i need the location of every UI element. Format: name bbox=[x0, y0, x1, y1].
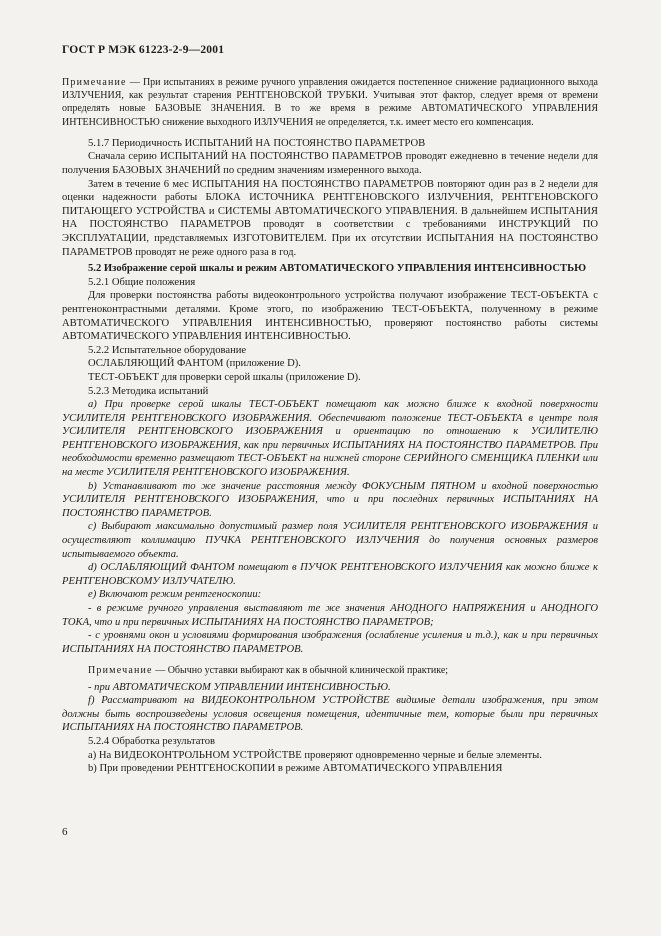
paragraph: 5.2.4 Обработка результатов bbox=[88, 735, 215, 747]
paragraph bbox=[62, 664, 598, 677]
note-text: — Обычно уставки выбирают как в обычной клинической практике; bbox=[152, 665, 449, 677]
paragraph: - при АВТОМАТИЧЕСКОМ УПРАВЛЕНИИ ИНТЕНСИВНОСТЬЮ. bbox=[88, 681, 391, 693]
paragraph: c) Выбирают максимально допустимый размер поля УСИЛИТЕЛЯ РЕНТГЕНОВСКОГО ИЗОБРАЖЕНИЯ и осуществляют коллимацию ПУЧКА РЕНТГЕНОВСКОГО ИЗЛУЧЕНИЯ до получения основных размеров испытываемого объекта. bbox=[62, 521, 598, 560]
note-text: — При испытаниях в режиме ручного управления ожидается постепенное снижение радиационного выхода ИЗЛУЧЕНИЯ, как результат старения РЕНТГЕНОВСКОЙ ТРУБКИ. Учитывая этот фактор, следует время от времени определять новые БАЗОВЫЕ ЗНАЧЕНИЯ. В то же время в режиме АВТОМАТИЧЕСКОГО УПРАВЛЕНИЯ ИНТЕНСИВНОСТЬЮ снижение выходного ИЗЛУЧЕНИЯ не определяется, т.к. имеет место его компенсация. bbox=[62, 77, 598, 128]
paragraph: - в режиме ручного управления выставляют те же значения АНОДНОГО НАПРЯЖЕНИЯ и АНОДНОГО ТОКА, что и при первичных ИСПЫТАНИЯХ НА ПОСТОЯНСТВО ПАРАМЕТРОВ; bbox=[62, 603, 598, 628]
paragraph: - с уровнями окон и условиями формирования изображения (ослабление усиления и т.д.), как и при первичных ИСПЫТАНИЯХ НА ПОСТОЯНСТВО ПАРАМЕТРОВ. bbox=[62, 630, 598, 655]
paragraph: 5.2.2 Испытательное оборудование bbox=[88, 344, 247, 356]
paragraph: Сначала серию ИСПЫТАНИЙ НА ПОСТОЯНСТВО ПАРАМЕТРОВ проводят ежедневно в течение недели для получения БАЗОВЫХ ЗНАЧЕНИЙ по средним значениям измеренного выхода. bbox=[62, 151, 598, 176]
page-number: 6 bbox=[62, 826, 68, 838]
paragraph: d) ОСЛАБЛЯЮЩИЙ ФАНТОМ помещают в ПУЧОК РЕНТГЕНОВСКОГО ИЗЛУЧЕНИЯ как можно ближе к РЕНТГЕНОВСКОМУ ИЗЛУЧАТЕЛЮ. bbox=[62, 562, 598, 587]
paragraph: b) Устанавливают то же значение расстояния между ФОКУСНЫМ ПЯТНОМ и входной поверхностью УСИЛИТЕЛЯ РЕНТГЕНОВСКОГО ИЗОБРАЖЕНИЯ, что и при последних первичных ИСПЫТАНИЯХ НА ПОСТОЯНСТВО ПАРАМЕТРОВ. bbox=[62, 480, 598, 519]
paragraph: b) При проведении РЕНТГЕНОСКОПИИ в режиме АВТОМАТИЧЕСКОГО УПРАВЛЕНИЯ bbox=[88, 763, 503, 775]
paragraph: 5.1.7 Периодичность ИСПЫТАНИЙ НА ПОСТОЯНСТВО ПАРАМЕТРОВ bbox=[88, 137, 426, 149]
note-label: Примечание bbox=[62, 77, 127, 88]
paragraph: a) При проверке серой шкалы ТЕСТ-ОБЪЕКТ помещают как можно ближе к входной поверхности УСИЛИТЕЛЯ РЕНТГЕНОВСКОГО ИЗОБРАЖЕНИЯ. Обеспечивают положение ТЕСТ-ОБЪЕКТА в центре поля УСИЛИТЕЛЯ РЕНТГЕНОВСКОГО ИЗОБРАЖЕНИЯ и ориентацию по отношению к УСИЛИТЕЛЮ РЕНТГЕНОВСКОГО ИЗОБРАЖЕНИЯ, как при первичных ИСПЫТАНИЯХ НА ПОСТОЯНСТВО ПАРАМЕТРОВ. При необходимости временно размещают ТЕСТ-ОБЪЕКТ на нижней стороне СЕРИЙНОГО СМЕНЩИКА ПЛЕНКИ или на месте УСИЛИТЕЛЯ РЕНТГЕНОВСКОГО ИЗОБРАЖЕНИЯ. bbox=[62, 399, 598, 479]
standard-header: ГОСТ Р МЭК 61223-2-9—2001 bbox=[62, 44, 225, 56]
document-body bbox=[62, 76, 598, 776]
paragraph: a) На ВИДЕОКОНТРОЛЬНОМ УСТРОЙСТВЕ проверяют одновременно черные и белые элементы. bbox=[88, 749, 542, 761]
paragraph bbox=[62, 76, 598, 129]
paragraph: 5.2.1 Общие положения bbox=[88, 276, 196, 288]
paragraph: ОСЛАБЛЯЮЩИЙ ФАНТОМ (приложение D). bbox=[88, 358, 301, 370]
paragraph: e) Включают режим рентгеноскопии: bbox=[88, 589, 262, 601]
paragraph: f) Рассматривают на ВИДЕОКОНТРОЛЬНОМ УСТРОЙСТВЕ видимые детали изображения, при этом должны быть воспроизведены условия освещения помещения, идентичные тем, которые были при первичных ИСПЫТАНИЯХ НА ПОСТОЯНСТВО ПАРАМЕТРОВ. bbox=[62, 695, 598, 734]
note-label: Примечание bbox=[88, 665, 153, 677]
paragraph: 5.2 Изображение серой шкалы и режим АВТОМАТИЧЕСКОГО УПРАВЛЕНИЯ ИНТЕНСИВНОСТЬЮ bbox=[88, 263, 587, 275]
paragraph: Затем в течение 6 мес ИСПЫТАНИЯ НА ПОСТОЯНСТВО ПАРАМЕТРОВ повторяют один раз в 2 недели для оценки надежности работы БЛОКА ИСТОЧНИКА РЕНТГЕНОВСКОГО ИЗЛУЧЕНИЯ, РЕНТГЕНОВСКОГО ПИТАЮЩЕГО УСТРОЙСТВА и СИСТЕМЫ АВТОМАТИЧЕСКОГО УПРАВЛЕНИЯ. В дальнейшем ИСПЫТАНИЯ НА ПОСТОЯНСТВО ПАРАМЕТРОВ проводят в соответствии с требованиями ИНСТРУКЦИЙ ПО ЭКСПЛУАТАЦИИ, представляемых ИЗГОТОВИТЕЛЕМ. При их отсутствии ИСПЫТАНИЯ НА ПОСТОЯНСТВО ПАРАМЕТРОВ проводят не реже одного раза в год. bbox=[62, 178, 598, 258]
paragraph: ТЕСТ-ОБЪЕКТ для проверки серой шкалы (приложение D). bbox=[88, 371, 361, 383]
paragraph: Для проверки постоянства работы видеоконтрольного устройства получают изображение ТЕСТ-ОБЪЕКТА с рентгеноконтрастными деталями. Кроме этого, по изображению ТЕСТ-ОБЪЕКТА, полученному в режиме АВТОМАТИЧЕСКОГО УПРАВЛЕНИЯ ИНТЕНСИВНОСТЬЮ, проверяют постоянство работы системы АВТОМАТИЧЕСКОГО УПРАВЛЕНИЯ ИНТЕНСИВНОСТЬЮ. bbox=[62, 290, 598, 343]
paragraph: 5.2.3 Методика испытаний bbox=[88, 385, 209, 397]
